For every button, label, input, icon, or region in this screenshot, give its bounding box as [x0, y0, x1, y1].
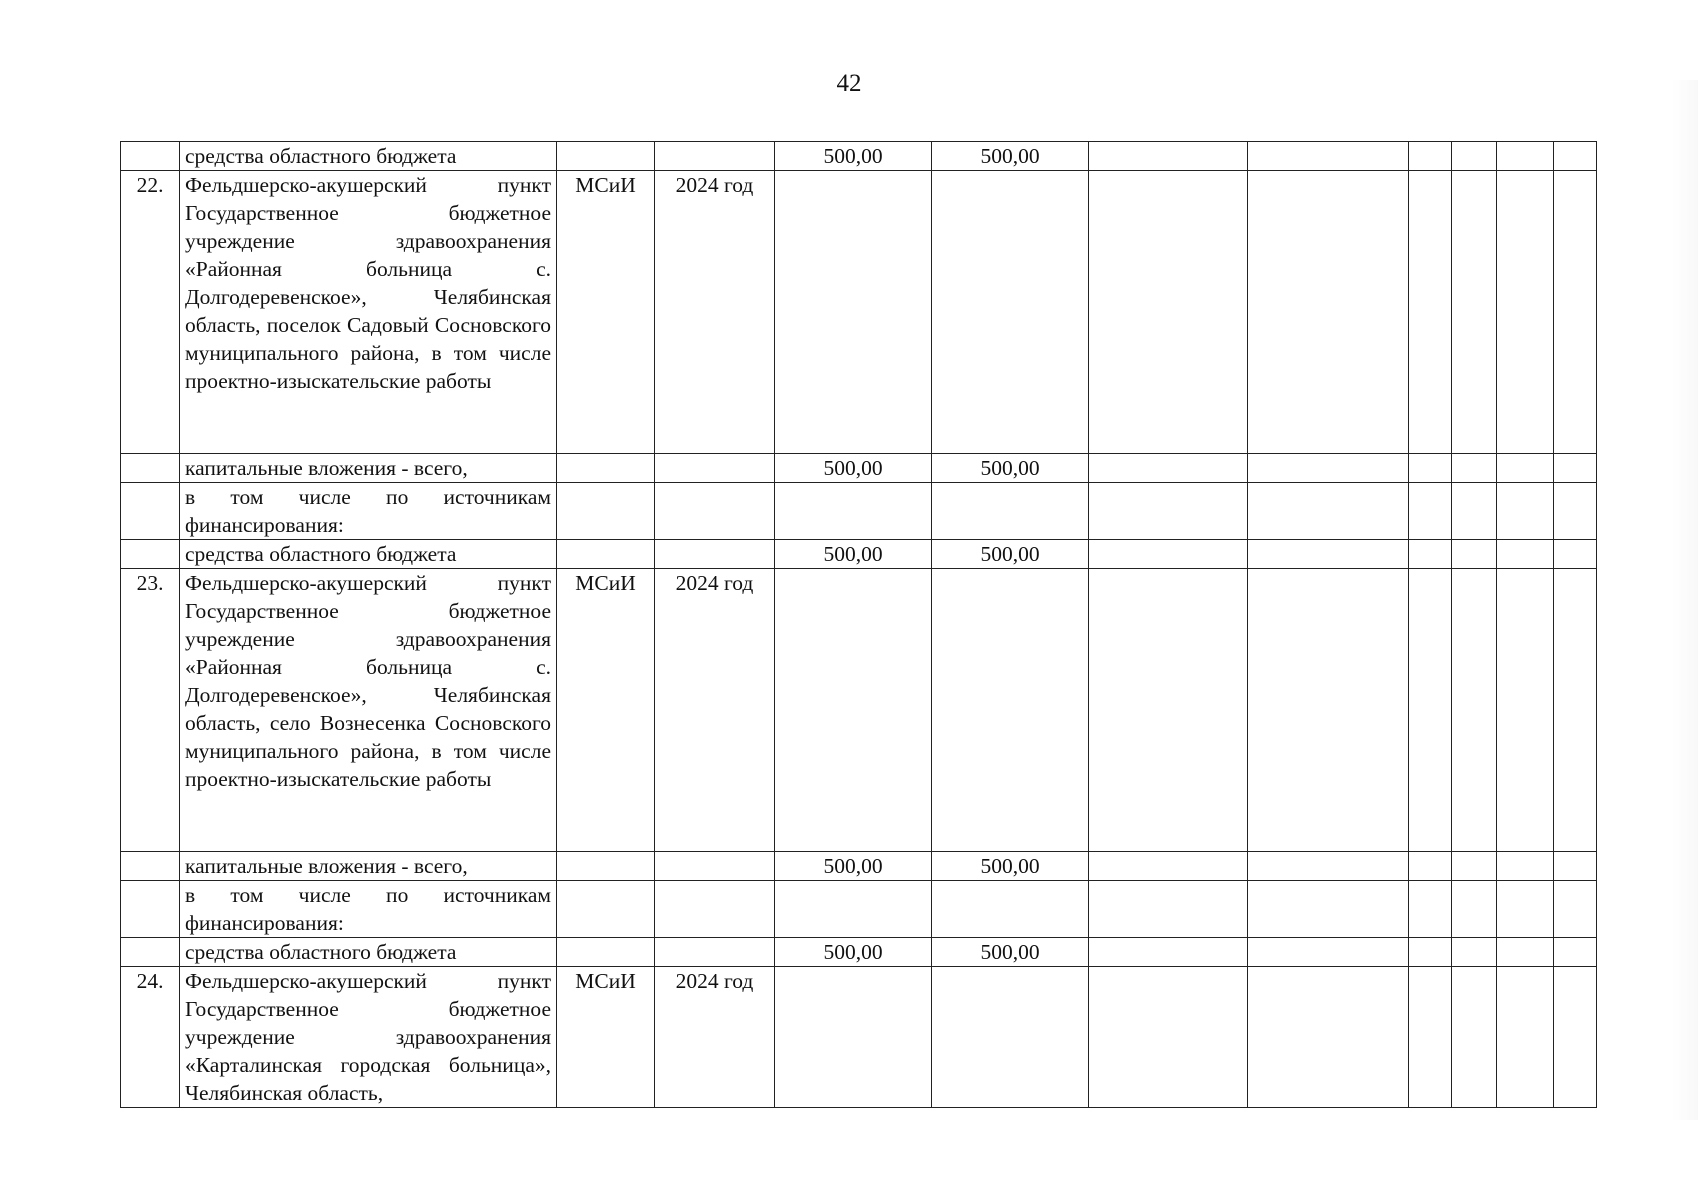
empty-cell [1248, 142, 1409, 171]
empty-cell [1089, 454, 1248, 483]
empty-cell [1089, 967, 1248, 1108]
row-executor: МСиИ [557, 569, 655, 852]
row-description: капитальные вложения - всего, [180, 852, 557, 881]
empty-cell [1554, 967, 1597, 1108]
row-executor [557, 881, 655, 938]
empty-cell [1248, 569, 1409, 852]
table-row [121, 852, 1597, 881]
row-executor [557, 454, 655, 483]
row-value-total [775, 171, 932, 454]
table-row [121, 569, 1597, 852]
empty-cell [1452, 540, 1497, 569]
empty-cell [1452, 569, 1497, 852]
row-number [121, 483, 180, 540]
row-executor [557, 938, 655, 967]
row-value-year: 500,00 [932, 852, 1089, 881]
row-executor [557, 852, 655, 881]
empty-cell [1497, 881, 1554, 938]
empty-cell [1248, 938, 1409, 967]
empty-cell [1452, 938, 1497, 967]
empty-cell [1554, 483, 1597, 540]
row-value-total: 500,00 [775, 852, 932, 881]
scan-edge-shadow [1672, 80, 1698, 1120]
row-value-total [775, 967, 932, 1108]
empty-cell [1248, 171, 1409, 454]
empty-cell [1452, 142, 1497, 171]
table-row [121, 171, 1597, 454]
row-period [655, 938, 775, 967]
empty-cell [1497, 454, 1554, 483]
row-period [655, 852, 775, 881]
row-value-year: 500,00 [932, 938, 1089, 967]
empty-cell [1497, 938, 1554, 967]
empty-cell [1452, 483, 1497, 540]
row-value-total [775, 881, 932, 938]
empty-cell [1409, 540, 1452, 569]
table-row [121, 881, 1597, 938]
row-executor [557, 483, 655, 540]
empty-cell [1248, 852, 1409, 881]
empty-cell [1089, 881, 1248, 938]
row-value-year [932, 569, 1089, 852]
table-row [121, 142, 1597, 171]
empty-cell [1409, 171, 1452, 454]
empty-cell [1554, 540, 1597, 569]
row-period [655, 142, 775, 171]
empty-cell [1409, 569, 1452, 852]
row-value-year [932, 967, 1089, 1108]
row-period [655, 454, 775, 483]
empty-cell [1452, 171, 1497, 454]
empty-cell [1554, 569, 1597, 852]
empty-cell [1497, 967, 1554, 1108]
empty-cell [1089, 142, 1248, 171]
row-period: 2024 год [655, 967, 775, 1108]
empty-cell [1497, 171, 1554, 454]
row-value-total: 500,00 [775, 454, 932, 483]
empty-cell [1554, 881, 1597, 938]
row-number [121, 938, 180, 967]
empty-cell [1554, 938, 1597, 967]
table-row [121, 454, 1597, 483]
page-number: 42 [836, 70, 862, 97]
empty-cell [1452, 967, 1497, 1108]
empty-cell [1089, 171, 1248, 454]
row-value-year: 500,00 [932, 540, 1089, 569]
row-description: Фельдшерско-акушерский пункт Государственное бюджетное учреждение здравоохранения «Районная больница с. Долгодеревенское», Челябинская область, село Вознесенка Сосновского муниципального района, в том числе проектно-изыскательские работы [180, 569, 557, 852]
empty-cell [1248, 540, 1409, 569]
empty-cell [1497, 142, 1554, 171]
row-number [121, 852, 180, 881]
row-number: 23. [121, 569, 180, 852]
row-value-year [932, 483, 1089, 540]
empty-cell [1089, 569, 1248, 852]
row-executor [557, 540, 655, 569]
row-description: капитальные вложения - всего, [180, 454, 557, 483]
row-number [121, 540, 180, 569]
empty-cell [1409, 967, 1452, 1108]
empty-cell [1248, 881, 1409, 938]
empty-cell [1452, 881, 1497, 938]
row-description: в том числе по источникам финансирования: [180, 483, 557, 540]
row-description: средства областного бюджета [180, 142, 557, 171]
table-row [121, 938, 1597, 967]
row-period [655, 540, 775, 569]
empty-cell [1089, 852, 1248, 881]
row-number [121, 142, 180, 171]
row-number [121, 881, 180, 938]
row-value-year: 500,00 [932, 142, 1089, 171]
empty-cell [1452, 454, 1497, 483]
empty-cell [1554, 171, 1597, 454]
row-value-year: 500,00 [932, 454, 1089, 483]
row-value-total: 500,00 [775, 142, 932, 171]
row-number [121, 454, 180, 483]
empty-cell [1248, 483, 1409, 540]
row-value-year [932, 881, 1089, 938]
row-period: 2024 год [655, 171, 775, 454]
row-value-year [932, 171, 1089, 454]
empty-cell [1409, 142, 1452, 171]
row-value-total [775, 483, 932, 540]
empty-cell [1554, 852, 1597, 881]
empty-cell [1554, 454, 1597, 483]
empty-cell [1497, 540, 1554, 569]
budget-table [120, 141, 1597, 1108]
empty-cell [1497, 483, 1554, 540]
empty-cell [1409, 483, 1452, 540]
empty-cell [1089, 540, 1248, 569]
empty-cell [1089, 938, 1248, 967]
empty-cell [1409, 454, 1452, 483]
empty-cell [1497, 569, 1554, 852]
row-value-total [775, 569, 932, 852]
row-executor [557, 142, 655, 171]
table-row [121, 967, 1597, 1108]
row-number: 22. [121, 171, 180, 454]
row-description: средства областного бюджета [180, 938, 557, 967]
empty-cell [1554, 142, 1597, 171]
row-executor: МСиИ [557, 171, 655, 454]
row-executor: МСиИ [557, 967, 655, 1108]
empty-cell [1248, 967, 1409, 1108]
table-row [121, 540, 1597, 569]
row-value-total: 500,00 [775, 540, 932, 569]
empty-cell [1497, 852, 1554, 881]
row-period [655, 881, 775, 938]
row-number: 24. [121, 967, 180, 1108]
empty-cell [1409, 938, 1452, 967]
empty-cell [1089, 483, 1248, 540]
empty-cell [1409, 881, 1452, 938]
row-period: 2024 год [655, 569, 775, 852]
empty-cell [1248, 454, 1409, 483]
row-description: в том числе по источникам финансирования: [180, 881, 557, 938]
empty-cell [1409, 852, 1452, 881]
row-description: Фельдшерско-акушерский пункт Государственное бюджетное учреждение здравоохранения «Карталинская городская больница», Челябинская область, [180, 967, 557, 1108]
table-row [121, 483, 1597, 540]
row-description: средства областного бюджета [180, 540, 557, 569]
row-value-total: 500,00 [775, 938, 932, 967]
row-period [655, 483, 775, 540]
empty-cell [1452, 852, 1497, 881]
row-description: Фельдшерско-акушерский пункт Государственное бюджетное учреждение здравоохранения «Районная больница с. Долгодеревенское», Челябинская область, поселок Садовый Сосновского муниципального района, в том числе проектно-изыскательские работы [180, 171, 557, 454]
